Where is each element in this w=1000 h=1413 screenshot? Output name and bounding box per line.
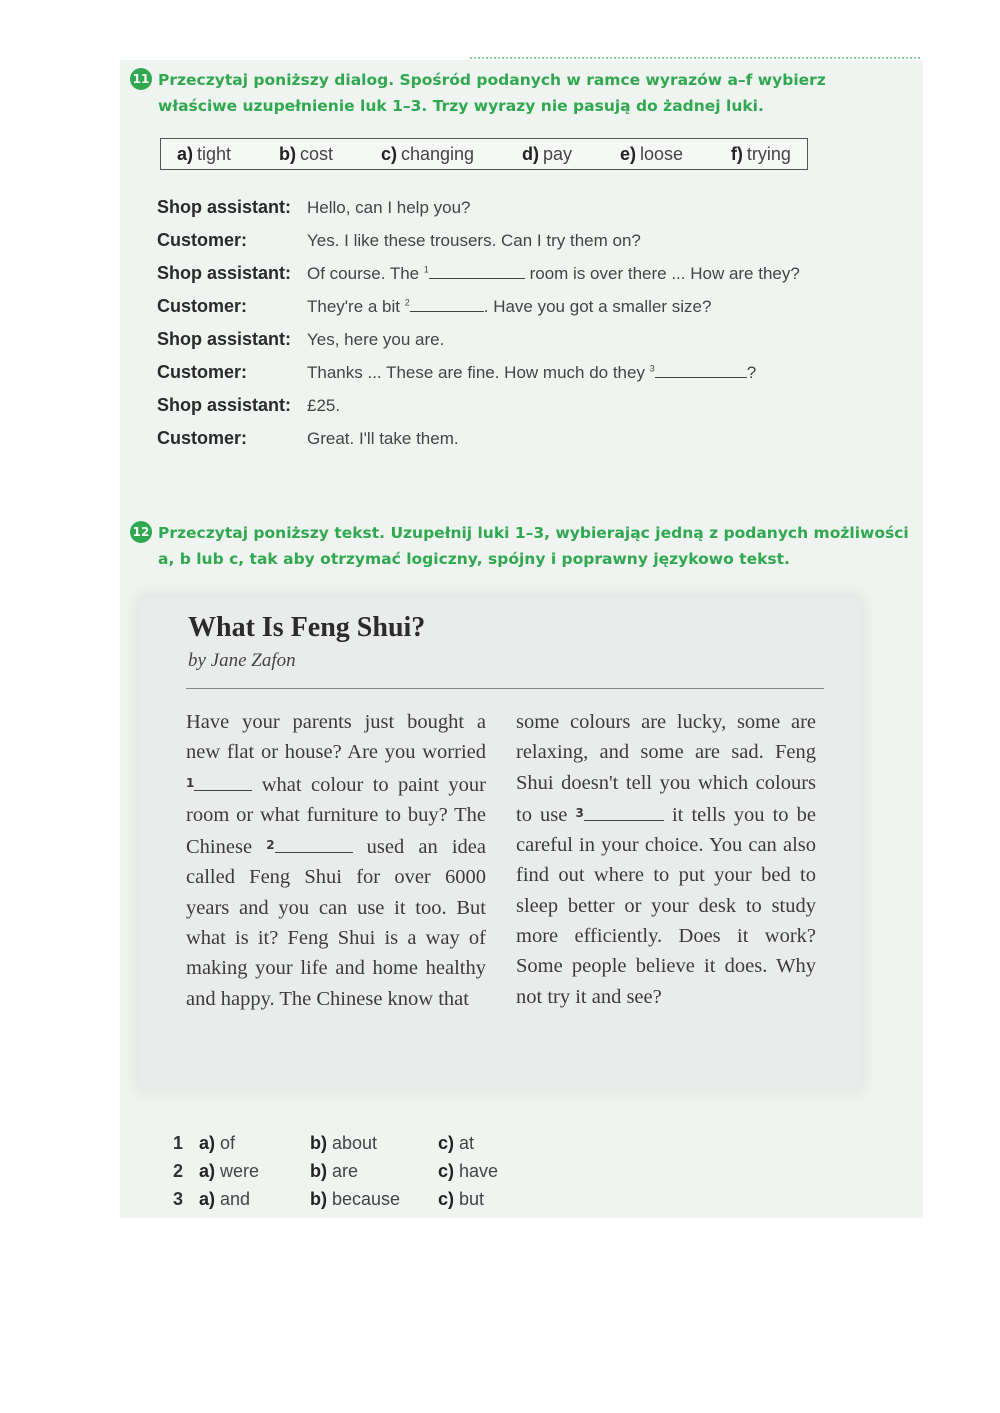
word-option-e[interactable]: e) loose	[619, 143, 683, 164]
article-gap-3[interactable]	[584, 802, 664, 821]
dialog-line	[157, 191, 857, 224]
dialog-line	[157, 257, 857, 290]
speaker: Shop assistant:	[157, 263, 292, 283]
dialog-line	[157, 224, 857, 257]
option-b[interactable]: b) about	[310, 1132, 378, 1153]
answer-row: 2 a) were b) are c) have	[173, 1157, 518, 1185]
exercise-12-number: 12	[130, 521, 152, 543]
speaker: Shop assistant:	[157, 329, 292, 349]
gap-number: 2	[266, 838, 275, 853]
article-divider	[186, 688, 824, 689]
article-title: What Is Feng Shui?	[188, 612, 426, 643]
speaker: Shop assistant:	[157, 197, 292, 217]
article-gap-1[interactable]	[194, 772, 252, 791]
article-author: by Jane Zafon	[188, 650, 296, 671]
option-b[interactable]: b) are	[310, 1160, 359, 1181]
utterance: Hello, can I help you?	[307, 197, 471, 217]
answer-options	[173, 1129, 518, 1213]
article-column-right: some colours are lucky, some are relaxing, and some are sad. Feng Shui doesn't tell you which colours to use 3 it tells you to be careful in your choice. You can also find out where to put your bed to sleep better or your desk to study more efficiently. Does it work? Some people believe it does. Why not try it and see?	[516, 711, 816, 1008]
speaker: Customer:	[157, 230, 248, 250]
option-c[interactable]: c) but	[438, 1188, 485, 1209]
dialog-line	[157, 290, 857, 323]
article-gap-2[interactable]	[275, 834, 353, 853]
option-b[interactable]: b) because	[310, 1188, 401, 1209]
exercise-11-header	[130, 67, 910, 119]
gap-number: 1	[423, 263, 429, 274]
dialog	[157, 191, 857, 455]
option-c[interactable]: c) at	[438, 1132, 475, 1153]
word-option-c[interactable]: c) changing	[380, 143, 475, 164]
gap-number: 3	[649, 362, 655, 373]
gap-2-blank[interactable]	[410, 297, 484, 312]
gap-3-blank[interactable]	[655, 363, 747, 378]
dotted-divider	[470, 57, 920, 59]
word-box	[160, 138, 808, 170]
dialog-line	[157, 389, 857, 422]
gap-1-blank[interactable]	[429, 264, 525, 279]
exercise-12-instruction: Przeczytaj poniższy tekst. Uzupełnij luki 1–3, wybierając jedną z podanych możliwości a, b lub c, tak aby otrzymać logiczny, spójny i poprawny językowo tekst.	[158, 524, 909, 568]
utterance: Great. I'll take them.	[307, 428, 459, 448]
option-c[interactable]: c) have	[438, 1160, 499, 1181]
speaker: Customer:	[157, 362, 248, 382]
gap-number: 1	[186, 775, 195, 790]
utterance: Of course. The $^1$ room is over there ... How are they?	[307, 263, 800, 283]
exercise-12-header	[130, 520, 910, 572]
utterance: Thanks ... These are fine. How much do they $^3$ ?	[307, 362, 757, 382]
speaker: Shop assistant:	[157, 395, 292, 415]
article-column-left: Have your parents just bought a new flat or house? Are you worried 1 what colour to paint your room or what furniture to buy? The Chinese 2 used an idea called Feng Shui for over 6000 years and you can use it too. But what is it? Feng Shui is a way of making your life and home healthy and happy. The Chinese know that	[186, 711, 487, 1010]
exercise-11-number: 11	[130, 68, 152, 90]
word-option-f[interactable]: f) trying	[730, 143, 791, 164]
utterance: Yes, here you are.	[307, 329, 445, 349]
option-a[interactable]: a) and	[199, 1188, 251, 1209]
utterance: They're a bit $^2$ . Have you got a smaller size?	[307, 296, 712, 316]
word-option-b[interactable]: b) cost	[278, 143, 333, 164]
answer-row: 1 a) of b) about c) at	[173, 1129, 518, 1157]
answer-row: 3 a) and b) because c) but	[173, 1185, 518, 1213]
word-option-d[interactable]: d) pay	[521, 143, 572, 164]
word-option-a[interactable]: a) tight	[177, 143, 232, 164]
dialog-line	[157, 356, 857, 389]
speaker: Customer:	[157, 428, 248, 448]
gap-number: 2	[404, 296, 410, 307]
option-a[interactable]: a) of	[199, 1132, 236, 1153]
dialog-line	[157, 422, 857, 455]
exercise-11-instruction: Przeczytaj poniższy dialog. Spośród podanych w ramce wyrazów a–f wybierz właściwe uzupełnienie luk 1–3. Trzy wyrazy nie pasują do żadnej luki.	[158, 71, 826, 115]
option-a[interactable]: a) were	[199, 1160, 260, 1181]
utterance: Yes. I like these trousers. Can I try them on?	[307, 230, 641, 250]
utterance: £25.	[307, 395, 341, 415]
dialog-line	[157, 323, 857, 356]
gap-number: 3	[575, 805, 584, 820]
speaker: Customer:	[157, 296, 248, 316]
